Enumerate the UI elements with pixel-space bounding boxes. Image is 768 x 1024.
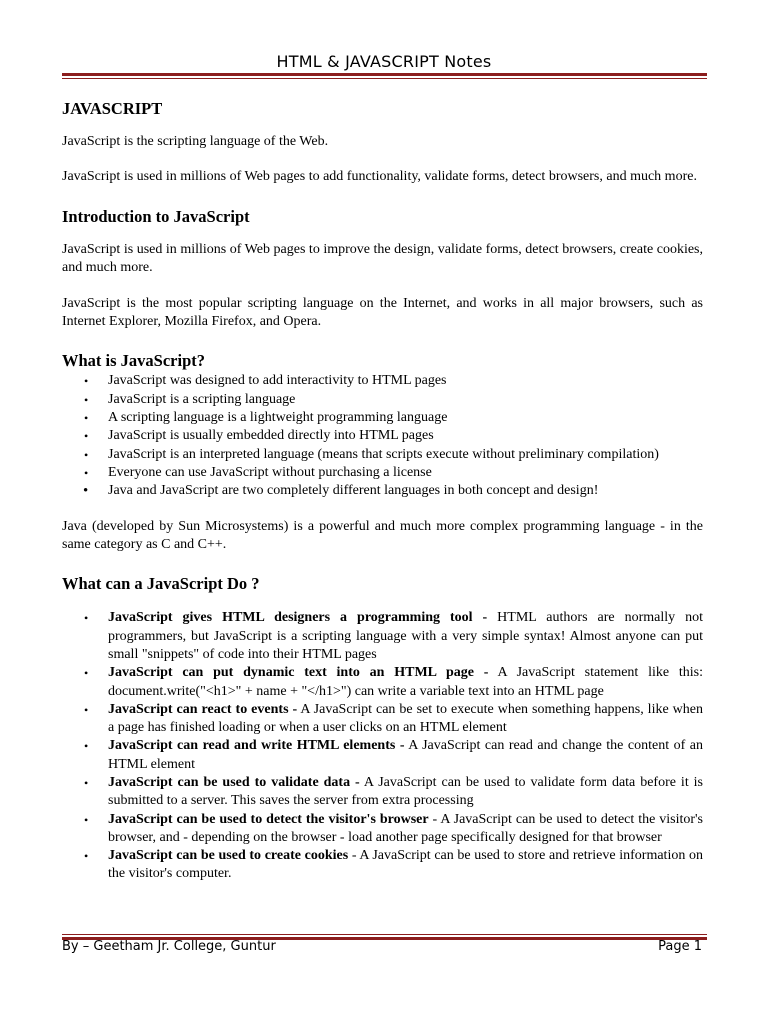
page-number: Page 1: [658, 939, 702, 954]
paragraph: JavaScript is the most popular scripting language on the Internet, and works in all major browsers, such as Internet Explorer, Mozilla Firefox, and Opera.: [62, 295, 703, 330]
what-is-list: [62, 372, 703, 500]
list-item: • JavaScript is an interpreted language (means that scripts execute without preliminary compilation): [62, 446, 703, 464]
bullet-icon: •: [84, 465, 89, 480]
bullet-icon: •: [84, 611, 89, 626]
bullet-icon: •: [84, 849, 89, 864]
heading-introduction: Introduction to JavaScript: [62, 206, 250, 226]
header-rule: [62, 73, 707, 79]
bullet-icon: •: [84, 776, 89, 790]
paragraph: JavaScript is the scripting language of the Web.: [62, 134, 329, 149]
document-body: [62, 98, 703, 884]
list-item: • JavaScript can read and write HTML elements - A JavaScript can read and change the content of an HTML element: [84, 738, 703, 772]
footer-author: By – Geetham Jr. College, Guntur: [62, 939, 276, 954]
heading-what-is-javascript: What is JavaScript?: [62, 351, 206, 371]
what-can-list: [62, 609, 703, 883]
bullet-icon: •: [84, 447, 89, 462]
list-item: • JavaScript can react to events - A JavaScript can be set to execute when something happens, like when a page has finished loading or when a user clicks on an HTML element: [84, 701, 703, 736]
list-item: • JavaScript can put dynamic text into an HTML page - A JavaScript statement like this: document.write("<h1>" + name + "</h1>") can write a variable text into an HTML page: [84, 665, 703, 699]
list-item: • A scripting language is a lightweight programming language: [62, 409, 703, 427]
bullet-icon: •: [84, 739, 89, 754]
list-item: • JavaScript can be used to validate data - A JavaScript can be used to validate form data before it is submitted to a server. This saves the server from extra processing: [84, 775, 704, 809]
bullet-icon: •: [83, 483, 89, 500]
list-item: • JavaScript gives HTML designers a programming tool - HTML authors are normally not programmers, but JavaScript is a scripting language with a very simple syntax! Almost anyone can put small "snippets" of code into their HTML pages: [84, 610, 703, 662]
list-item: • JavaScript can be used to detect the visitor's browser - A JavaScript can be used to detect the visitor's browser, and - depending on the browser - load another page specifically designed for that browser: [84, 811, 704, 845]
heading-javascript: JAVASCRIPT: [62, 99, 163, 118]
bullet-icon: •: [84, 374, 89, 389]
list-item: • JavaScript was designed to add interactivity to HTML pages: [62, 372, 703, 390]
paragraph: JavaScript is used in millions of Web pages to improve the design, validate forms, detect browsers, create cookies, and much more.: [62, 241, 703, 276]
list-item: • JavaScript is usually embedded directly into HTML pages: [62, 427, 703, 445]
page-header-title: HTML & JAVASCRIPT Notes: [276, 52, 492, 71]
bullet-icon: •: [84, 429, 89, 444]
list-item: • Java and JavaScript are two completely different languages in both concept and design!: [83, 483, 599, 500]
paragraph: Java (developed by Sun Microsystems) is a powerful and much more complex programming language - in the same category as C and C++.: [62, 518, 703, 552]
bullet-icon: •: [84, 666, 89, 681]
bullet-icon: •: [84, 392, 89, 407]
bullet-icon: •: [84, 702, 89, 717]
list-item: • Everyone can use JavaScript without purchasing a license: [62, 464, 703, 482]
heading-what-can-javascript-do: What can a JavaScript Do ?: [62, 574, 260, 594]
list-item: • JavaScript is a scripting language: [62, 391, 703, 409]
bullet-icon: •: [84, 411, 89, 426]
list-item: • JavaScript can be used to create cookies - A JavaScript can be used to store and retrieve information on the visitor's computer.: [84, 848, 703, 882]
bullet-icon: •: [84, 812, 89, 827]
paragraph: JavaScript is used in millions of Web pages to add functionality, validate forms, detect browsers, and much more.: [62, 169, 697, 185]
